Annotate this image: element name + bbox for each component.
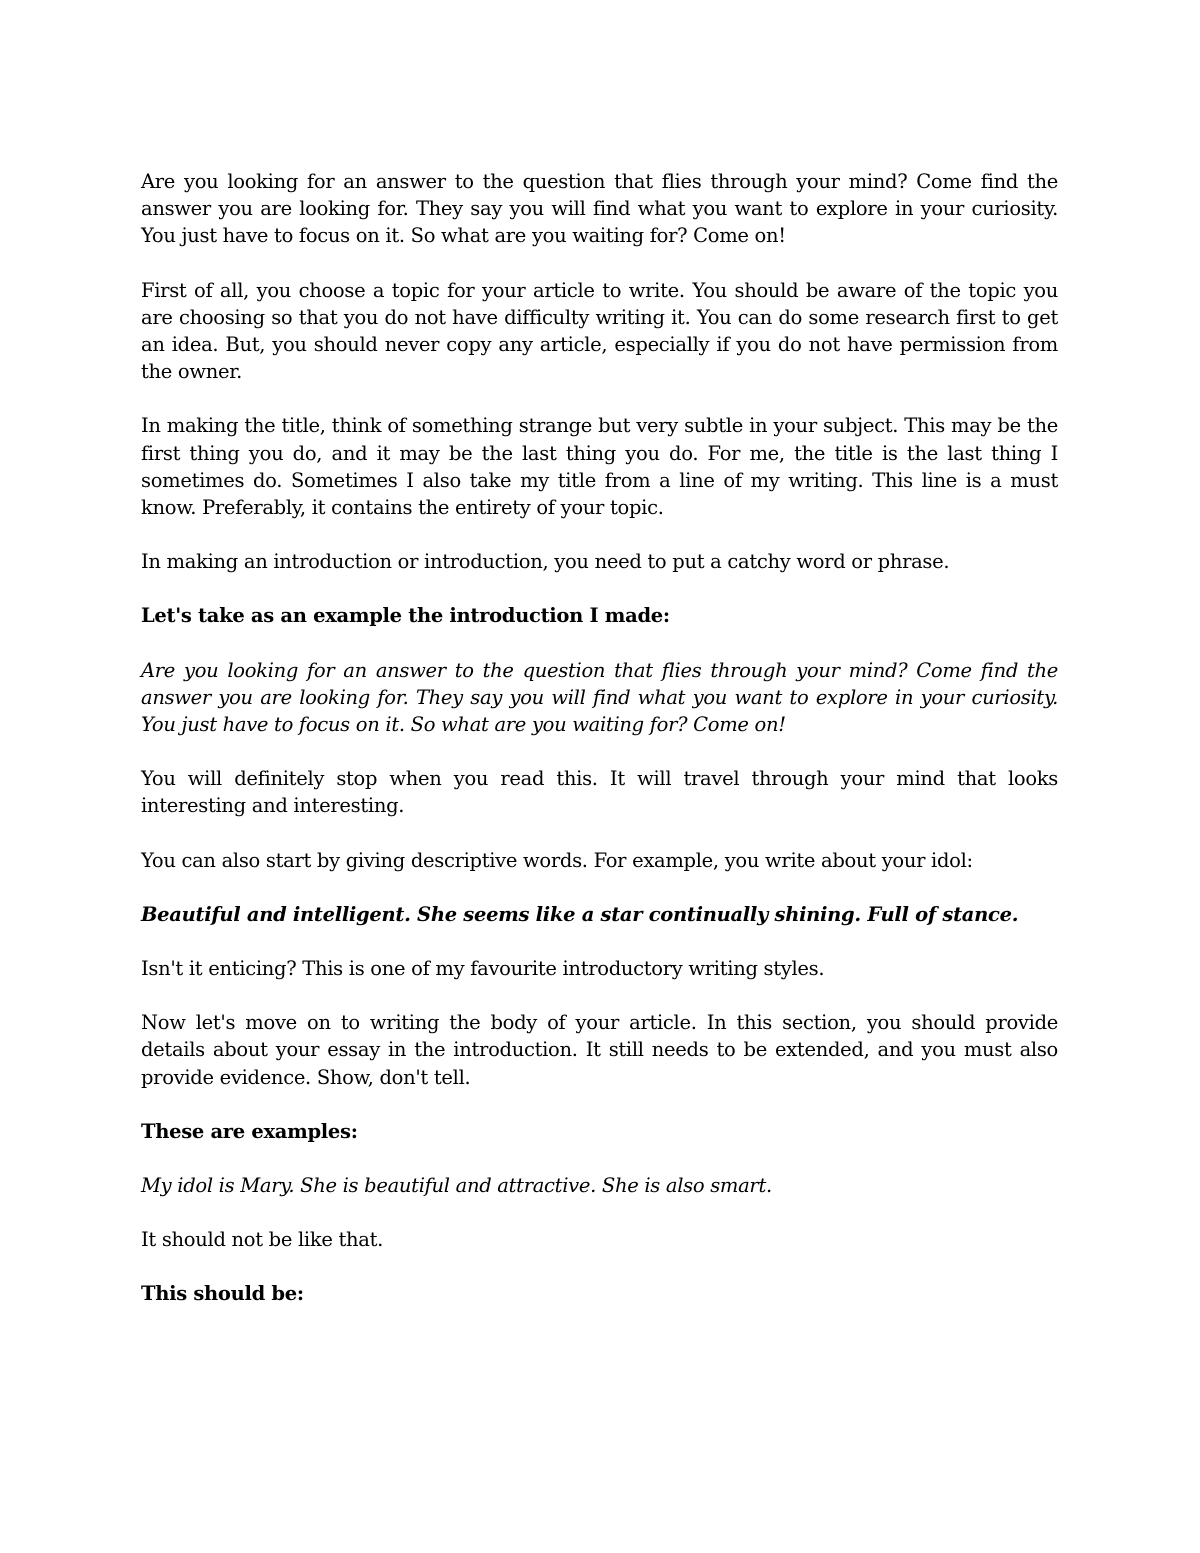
reaction-paragraph: You will definitely stop when you read this. It will travel through your mind that looks interesting and interesting. — [141, 767, 1058, 818]
examples-heading: These are examples: — [141, 1119, 358, 1143]
descriptive-paragraph: You can also start by giving descriptive words. For example, you write about your idol: — [141, 848, 973, 872]
should-be-heading: This should be: — [141, 1282, 304, 1306]
title-paragraph: In making the title, think of something strange but very subtle in your subject. This may be the first thing you do, and it may be the last thing you do. For me, the title is the last thing I sometimes do. Sometimes I also take my title from a line of my writing. This line is a must know. Preferably, it contains the entirety of your topic. — [141, 414, 1058, 520]
bad-example: My idol is Mary. She is beautiful and attractive. She is also smart. — [141, 1174, 772, 1198]
body-paragraph: Now let's move on to writing the body of your article. In this section, you should provide details about your essay in the introduction. It still needs to be extended, and you must also provide evidence. Show, don't tell. — [141, 1011, 1058, 1089]
introduction-paragraph: In making an introduction or introduction, you need to put a catchy word or phrase. — [141, 550, 950, 574]
intro-paragraph: Are you looking for an answer to the question that flies through your mind? Come find the answer you are looking for. They say you will find what you want to explore in your curiosity. You just have to focus on it. So what are you waiting for? Come on! — [141, 170, 1058, 248]
document-body — [141, 168, 1058, 1335]
example-heading: Let's take as an example the introduction I made: — [141, 604, 670, 628]
not-like-that-paragraph: It should not be like that. — [141, 1228, 384, 1252]
enticing-paragraph: Isn't it enticing? This is one of my favourite introductory writing styles. — [141, 957, 825, 981]
topic-paragraph: First of all, you choose a topic for your article to write. You should be aware of the topic you are choosing so that you do not have difficulty writing it. You can do some research first to get an idea. But, you should never copy any article, especially if you do not have permission from the owner. — [141, 278, 1058, 384]
example-intro-quote: Are you looking for an answer to the question that flies through your mind? Come find the answer you are looking for. They say you will find what you want to explore in your curiosity. You just have to focus on it. So what are you waiting for? Come on! — [141, 658, 1058, 737]
descriptive-example: Beautiful and intelligent. She seems like a star continually shining. Full of stance. — [141, 902, 1019, 926]
